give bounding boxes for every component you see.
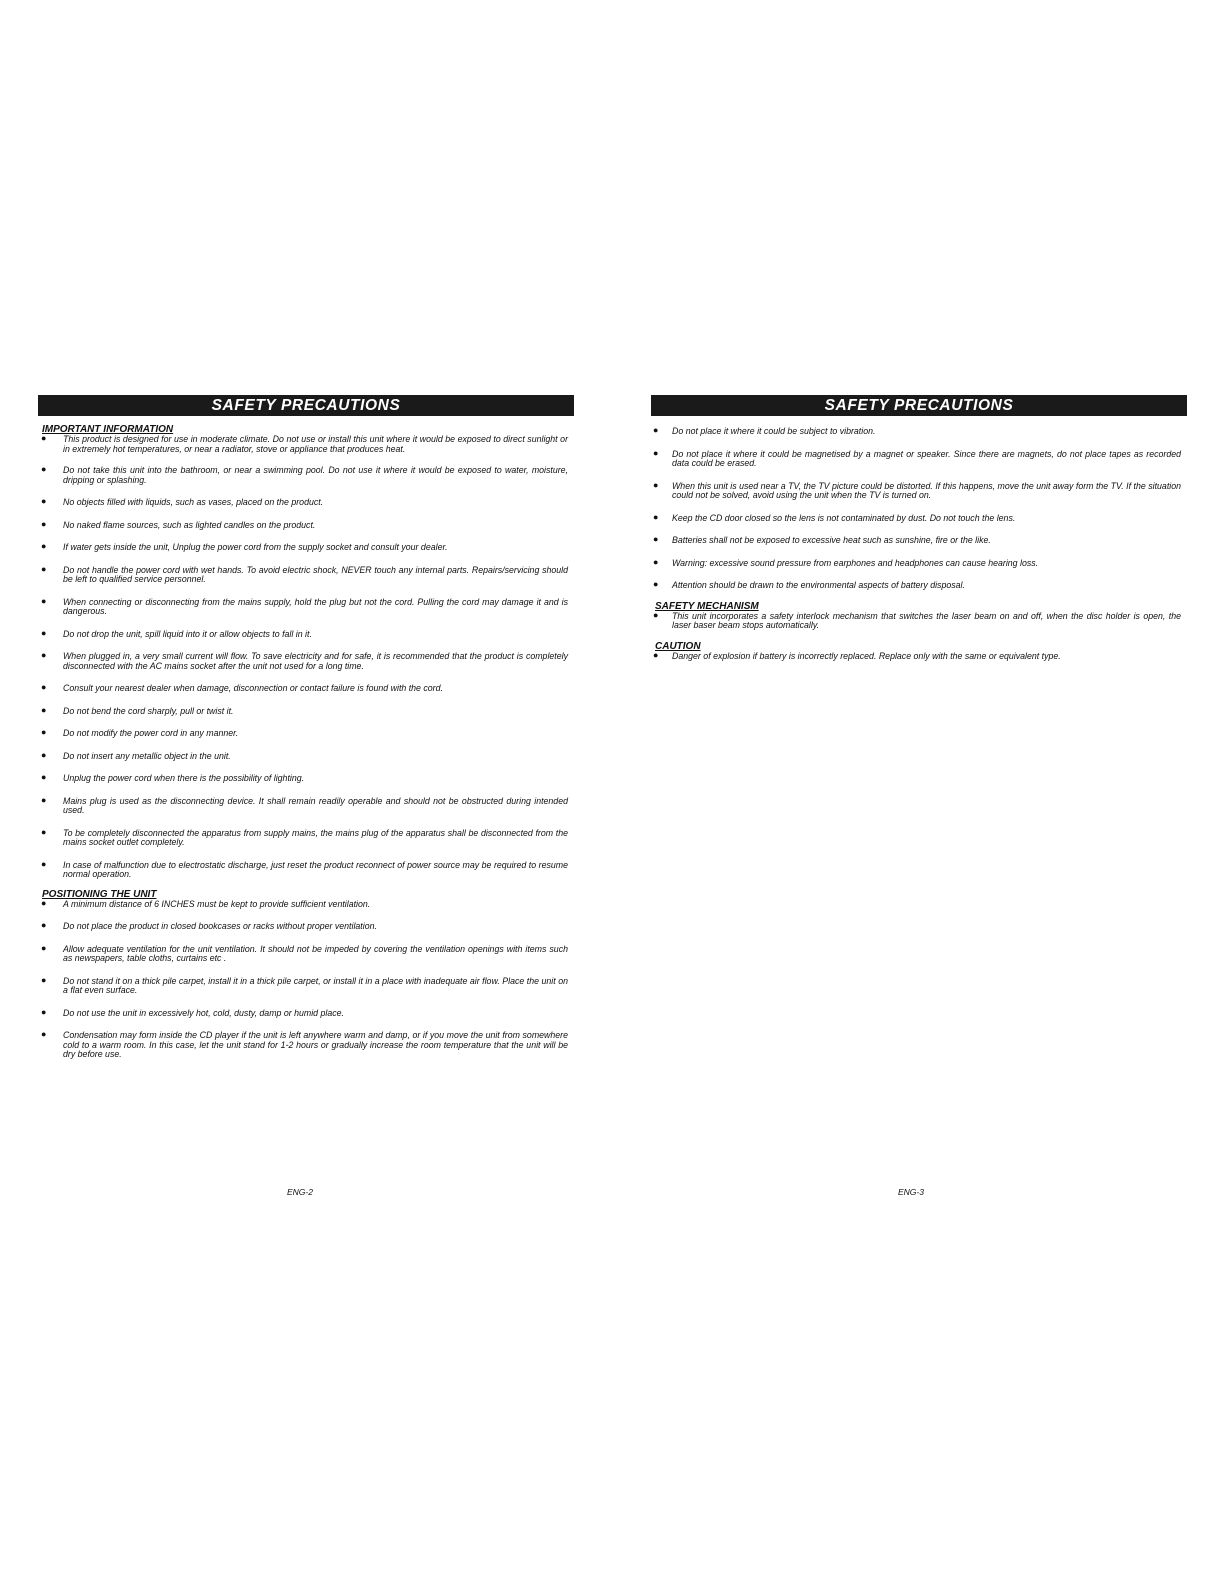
bullet-icon: ● <box>653 556 659 567</box>
list-item <box>38 897 574 910</box>
list-item <box>38 826 574 848</box>
item-text: When connecting or disconnecting from the mains supply, hold the plug but not the cord. Pulling the cord may damage it and is dangerous. <box>63 596 568 616</box>
list-item <box>651 581 1187 591</box>
item-text: A minimum distance of 6 INCHES must be kept to provide sufficient ventilation. <box>63 898 371 909</box>
bullet-icon: ● <box>653 447 659 458</box>
bullet-icon: ● <box>653 534 659 544</box>
list-item <box>38 1006 574 1019</box>
bullet-icon: ● <box>653 511 659 522</box>
item-text: If water gets inside the unit, Unplug the power cord from the supply socket and consult your dealer. <box>63 542 448 552</box>
list-item <box>651 479 1187 501</box>
list-item <box>651 427 1187 437</box>
item-text: Attention should be drawn to the environmental aspects of battery disposal. <box>672 580 965 590</box>
item-text: Do not stand it on a thick pile carpet, install it in a thick pile carpet, or install it in a place with inadequate air flow. Place the unit on a flat even surface. <box>63 975 568 995</box>
item-text: Allow adequate ventilation for the unit ventilation. It should not be impeded by covering the ventilation openings with items such as newspapers, table cloths, curtains etc . <box>63 943 568 963</box>
list-item <box>38 684 574 694</box>
list-item <box>651 536 1187 546</box>
bullet-icon: ● <box>653 425 659 435</box>
list-item <box>38 774 574 784</box>
item-text: Do not place it where it could be magnetised by a magnet or speaker. Since there are magnets, do not place tapes as recorded data could be erased. <box>672 448 1181 468</box>
item-text: Do not handle the power cord with wet hands. To avoid electric shock, NEVER touch any internal parts. Repairs/servicing should be left to qualified service personnel. <box>63 564 568 584</box>
bullet-icon: ● <box>41 627 47 638</box>
item-text: Keep the CD door closed so the lens is not contaminated by dust. Do not touch the lens. <box>672 512 1016 523</box>
bullet-icon: ● <box>41 772 47 782</box>
bullet-icon: ● <box>41 1029 47 1039</box>
list-item <box>651 447 1187 469</box>
bullet-icon: ● <box>41 749 47 760</box>
list-item <box>651 556 1187 569</box>
page-number-right: ENG-3 <box>898 1187 924 1197</box>
bullet-icon: ● <box>41 433 47 443</box>
item-text: Condensation may form inside the CD player if the unit is left anywhere warm and damp, or if you move the unit from somewhere cold to a warm room. In this case, let the unit stand for 1-2 hours or gradually increase the room temperature that the unit will be dry before use. <box>63 1030 568 1059</box>
list-item <box>38 704 574 717</box>
bullet-icon: ● <box>41 858 47 869</box>
bullet-icon: ● <box>41 974 47 985</box>
list-item <box>38 498 574 508</box>
item-text: Do not insert any metallic object in the unit. <box>63 750 231 761</box>
page-number-left: ENG-2 <box>287 1187 313 1197</box>
positioning-heading: POSITIONING THE UNIT <box>42 888 157 900</box>
list-item <box>38 974 574 996</box>
item-text: No naked flame sources, such as lighted candles on the product. <box>63 519 316 530</box>
bullet-icon: ● <box>41 942 47 953</box>
bullet-icon: ● <box>41 595 47 606</box>
item-text: When plugged in, a very small current will flow. To save electricity and for safe, it is recommended that the product is completely disconnected with the AC mains socket after the unit not used for a long time. <box>63 651 568 671</box>
important-information-heading: IMPORTANT INFORMATION <box>42 424 174 435</box>
bullet-icon: ● <box>41 826 47 837</box>
list-item <box>38 652 574 671</box>
item-text: Do not place the product in closed bookcases or racks without proper ventilation. <box>63 921 377 931</box>
list-item <box>38 858 574 880</box>
bullet-icon: ● <box>41 650 47 660</box>
right-page <box>651 395 1187 661</box>
item-text: This product is designed for use in moderate climate. Do not use or install this unit where it would be exposed to direct sunlight or in extremely hot temperatures, or near a radiator, stove or appliance that produces heat. <box>63 434 568 454</box>
bullet-icon: ● <box>41 1006 47 1017</box>
list-item <box>38 563 574 585</box>
list-item <box>651 609 1187 631</box>
safety-mechanism-heading: SAFETY MECHANISM <box>655 600 759 612</box>
bullet-icon: ● <box>41 464 47 474</box>
item-text: Unplug the power cord when there is the possibility of lighting. <box>63 773 305 783</box>
list-item <box>38 466 574 485</box>
item-text: Do not take this unit into the bathroom, or near a swimming pool. Do not use it where it would be exposed to water, moisture, dripping or splashing. <box>63 465 568 485</box>
bullet-icon: ● <box>41 727 47 737</box>
list-item <box>651 511 1187 524</box>
important-information-list <box>38 435 574 880</box>
caution-heading: CAUTION <box>655 640 701 652</box>
item-text: Consult your nearest dealer when damage, disconnection or contact failure is found with the cord. <box>63 683 443 693</box>
item-text: No objects filled with liquids, such as vases, placed on the product. <box>63 497 324 507</box>
list-item <box>38 1031 574 1060</box>
item-text: To be completely disconnected the apparatus from supply mains, the mains plug of the apparatus shall be disconnected from the mains socket outlet completely. <box>63 827 568 847</box>
list-item <box>38 543 574 553</box>
bullet-icon: ● <box>41 704 47 715</box>
item-text: In case of malfunction due to electrostatic discharge, just reset the product reconnect of power source may be required to resume normal operation. <box>63 859 568 879</box>
bullet-icon: ● <box>653 479 659 490</box>
caution-list <box>651 649 1187 662</box>
page-banner: SAFETY PRECAUTIONS <box>38 395 574 416</box>
item-text: Do not use the unit in excessively hot, cold, dusty, damp or humid place. <box>63 1007 344 1018</box>
list-item <box>38 518 574 531</box>
bullet-icon: ● <box>41 920 47 930</box>
item-text: Do not bend the cord sharply, pull or twist it. <box>63 705 234 716</box>
item-text: Batteries shall not be exposed to excessive heat such as sunshine, fire or the like. <box>672 535 991 545</box>
bullet-icon: ● <box>41 541 47 551</box>
item-text: Do not modify the power cord in any manner. <box>63 728 239 738</box>
bullet-icon: ● <box>41 897 47 908</box>
left-page <box>38 395 574 1060</box>
item-text: Warning: excessive sound pressure from earphones and headphones can cause hearing loss. <box>672 557 1039 568</box>
item-text: This unit incorporates a safety interlock mechanism that switches the laser beam on and off, when the disc holder is open, the laser baser beam stops automatically. <box>672 610 1181 630</box>
item-text: When this unit is used near a TV, the TV picture could be distorted. If this happens, move the unit away form the TV. If the situation could not be solved, avoid using the unit when the TV is turned on. <box>672 480 1181 500</box>
bullet-icon: ● <box>653 579 659 589</box>
list-item <box>38 627 574 640</box>
bullet-icon: ● <box>41 794 47 805</box>
positioning-list <box>38 897 574 1060</box>
general-precautions-list <box>651 427 1187 591</box>
list-item <box>651 649 1187 662</box>
bullet-icon: ● <box>653 609 659 620</box>
item-text: Do not place it where it could be subject to vibration. <box>672 426 876 436</box>
bullet-icon: ● <box>653 649 659 660</box>
list-item <box>38 942 574 964</box>
list-item <box>38 435 574 454</box>
page-banner: SAFETY PRECAUTIONS <box>651 395 1187 416</box>
bullet-icon: ● <box>41 563 47 574</box>
item-text: Do not drop the unit, spill liquid into it or allow objects to fall in it. <box>63 628 312 639</box>
list-item <box>38 794 574 816</box>
safety-mechanism-list <box>651 609 1187 631</box>
item-text: Mains plug is used as the disconnecting device. It shall remain readily operable and should not be obstructed during intended used. <box>63 795 568 815</box>
bullet-icon: ● <box>41 682 47 692</box>
bullet-icon: ● <box>41 518 47 529</box>
item-text: Danger of explosion if battery is incorrectly replaced. Replace only with the same or equivalent type. <box>672 650 1061 661</box>
list-item <box>38 749 574 762</box>
bullet-icon: ● <box>41 496 47 506</box>
list-item <box>38 595 574 617</box>
list-item <box>38 922 574 932</box>
list-item <box>38 729 574 739</box>
